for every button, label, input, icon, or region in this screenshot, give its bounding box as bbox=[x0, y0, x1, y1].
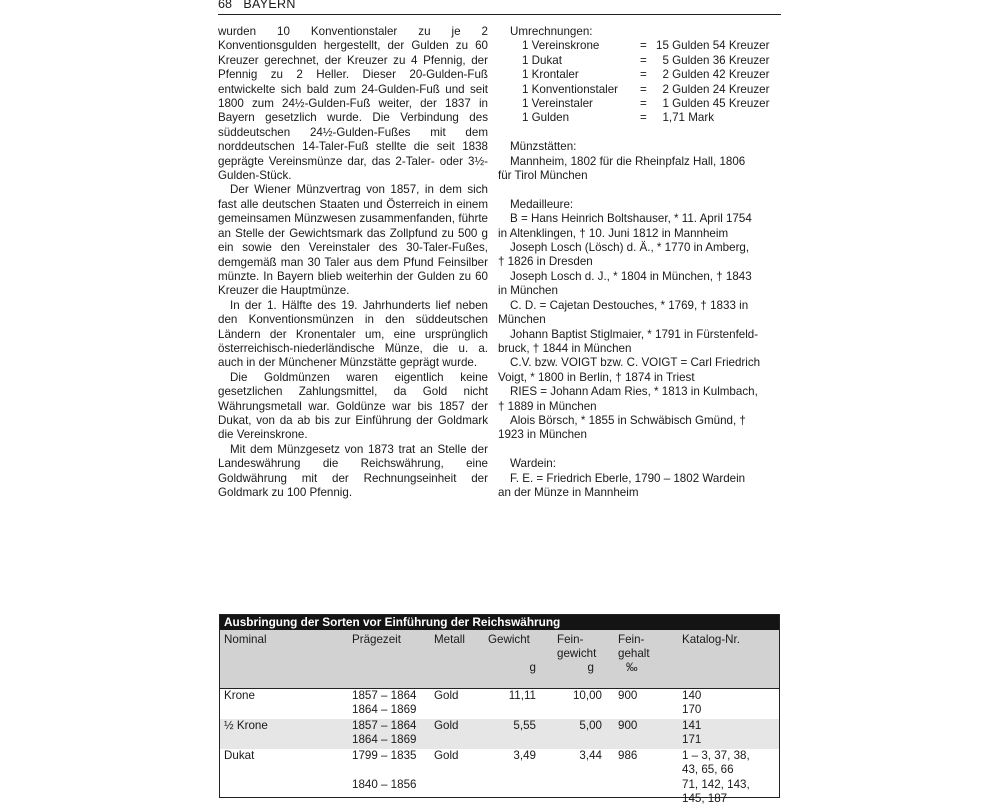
conversion-row bbox=[510, 97, 782, 111]
medailleur-line: Voigt, * 1800 in Berlin, † 1874 in Triest bbox=[498, 370, 695, 384]
conversion-unit: 1 Dukat bbox=[522, 53, 562, 67]
conversion-equals: = bbox=[640, 111, 647, 125]
medailleur-line: B = Hans Heinrich Boltshauser, * 11. April 1754 bbox=[510, 212, 752, 226]
conversion-row bbox=[510, 68, 782, 82]
cell-feingewicht: 5,00 bbox=[579, 719, 602, 732]
mints-line: für Tirol München bbox=[498, 169, 588, 183]
wardein-line: F. E. = Friedrich Eberle, 1790 – 1802 Wardein bbox=[510, 471, 746, 485]
paragraph: Mit dem Münzgesetz von 1873 trat an Stelle der Landeswährung die Reichswährung, eine Goldwährung mit der Rechnungseinheit der Goldmark zu 100 Pfennig. bbox=[218, 442, 488, 499]
conversion-equals: = bbox=[640, 82, 647, 96]
cell-metall: Gold bbox=[434, 689, 459, 702]
conversion-unit: 1 Gulden bbox=[522, 111, 570, 125]
cell-praegezeit: 1799 – 1835 1840 – 1856 bbox=[352, 749, 417, 791]
cell-feingehalt: 900 bbox=[618, 689, 638, 702]
header-feingewicht: Fein- gewicht bbox=[557, 633, 597, 661]
conversions-heading: Umrechnungen: bbox=[510, 25, 593, 38]
cell-praegezeit: 1857 – 1864 1864 – 1869 bbox=[352, 719, 417, 747]
medailleur-line: † 1889 in München bbox=[498, 399, 597, 413]
cell-nominal: Krone bbox=[224, 689, 255, 702]
conversion-unit: 1 Krontaler bbox=[522, 68, 579, 82]
header-metall: Metall bbox=[434, 633, 465, 646]
cell-nominal: Dukat bbox=[224, 749, 255, 762]
paragraph: Die Goldmünzen waren eigentlich keine gesetzlichen Zahlungsmittel, da Gold nicht Währungsmetall war. Goldünze war bis 1857 der Dukat, von da ab bis zur Einführung der Goldmark die Vereinskrone. bbox=[218, 370, 488, 442]
table-row bbox=[220, 749, 779, 809]
cell-feingewicht: 10,00 bbox=[572, 689, 602, 702]
paragraph: In der 1. Hälfte des 19. Jahrhunderts lief neben den Konventionsmünzen in den süddeutschen Ländern der Kronentaler um, eine ursprünglich österreichisch-niederländische Münze, die u. a. auch in der Münchener Münzstätte geprägt wurde. bbox=[218, 298, 488, 370]
conversion-value: 15 Gulden 54 Kreuzer bbox=[656, 39, 770, 53]
cell-feingehalt: 986 bbox=[618, 749, 638, 762]
paragraph: wurden 10 Konventionstaler zu je 2 Konventionsgulden hergestellt, der Gulden zu 60 Kreuzer gerechnet, der Kreuzer zu 4 Pfennig, der Pfennig zu 2 Heller. Dieser 20-Gulden-Fuß entwickelte sich bald zum 24-Gulden-Fuß und seit 1800 zum 24½-Gulden-Fuß weiter, der 1837 in Bayern gesetzlich wurde. Die Verbindung des süddeutschen 24½-Gulden-Fußes mit dem norddeutschen 14-Taler-Fuß stellte die seit 1838 geprägte Vereinsmünze dar, das 2-Taler- oder 3½-Gulden-Stück. bbox=[218, 25, 488, 183]
conversion-value: 1 Gulden 45 Kreuzer bbox=[656, 97, 770, 111]
header-praegezeit: Prägezeit bbox=[352, 633, 401, 646]
conversion-equals: = bbox=[640, 53, 647, 67]
header-feingehalt: Fein- gehalt bbox=[618, 633, 650, 661]
cell-nominal: ½ Krone bbox=[224, 719, 268, 732]
header-katalog: Katalog-Nr. bbox=[682, 633, 740, 646]
cell-gewicht: 5,55 bbox=[513, 719, 536, 732]
header-feingewicht-unit: g bbox=[587, 661, 594, 674]
right-column bbox=[498, 25, 782, 500]
medailleur-line: C. D. = Cajetan Destouches, * 1769, † 1833 in bbox=[510, 298, 749, 312]
medailleur-line: Alois Börsch, * 1855 in Schwäbisch Gmünd, † bbox=[510, 413, 746, 427]
medailleur-line: Joseph Losch (Lösch) d. Ä., * 1770 in Amberg, bbox=[510, 241, 750, 255]
conversion-value: 2 Gulden 42 Kreuzer bbox=[656, 68, 770, 82]
conversion-row bbox=[510, 54, 782, 68]
cell-gewicht: 3,49 bbox=[513, 749, 536, 762]
table-row bbox=[220, 689, 779, 719]
medailleur-line: bruck, † 1844 in München bbox=[498, 341, 632, 355]
conversion-value: 5 Gulden 36 Kreuzer bbox=[656, 53, 770, 67]
page-header bbox=[218, 0, 781, 15]
medailleur-line: München bbox=[498, 313, 546, 327]
cell-feingewicht: 3,44 bbox=[579, 749, 602, 762]
left-column bbox=[218, 25, 488, 500]
conversion-row bbox=[510, 83, 782, 97]
table-row bbox=[220, 719, 779, 749]
medailleur-line: † 1826 in Dresden bbox=[498, 255, 593, 269]
medailleur-line: in Altenklingen, † 10. Juni 1812 in Mannheim bbox=[498, 226, 729, 240]
table-header bbox=[220, 630, 779, 688]
cell-katalog: 141 171 bbox=[682, 719, 702, 747]
conversion-unit: 1 Konventionstaler bbox=[522, 82, 619, 96]
cell-katalog: 1 – 3, 37, 38, 43, 65, 66 71, 142, 143, 145, 187 bbox=[682, 749, 750, 806]
medailleur-line: Johann Baptist Stiglmaier, * 1791 in Fürstenfeld- bbox=[510, 327, 759, 341]
cell-katalog: 140 170 bbox=[682, 689, 702, 717]
header-gewicht-unit: g bbox=[529, 661, 536, 674]
medailleur-line: in München bbox=[498, 284, 558, 298]
conversion-equals: = bbox=[640, 97, 647, 111]
cell-metall: Gold bbox=[434, 719, 459, 732]
medailleur-line: 1923 in München bbox=[498, 428, 587, 442]
page-number: 68 bbox=[218, 0, 232, 11]
cell-gewicht: 11,11 bbox=[508, 689, 536, 702]
conversion-row bbox=[510, 39, 782, 53]
conversion-value: 2 Gulden 24 Kreuzer bbox=[656, 82, 770, 96]
mints-line: Mannheim, 1802 für die Rheinpfalz Hall, 1806 bbox=[510, 154, 746, 168]
table-title: Ausbringung der Sorten vor Einführung der Reichswährung bbox=[220, 615, 779, 630]
wardein-heading: Wardein: bbox=[510, 457, 556, 471]
cell-praegezeit: 1857 – 1864 1864 – 1869 bbox=[352, 689, 417, 717]
coin-table bbox=[219, 614, 780, 806]
cell-metall: Gold bbox=[434, 749, 459, 762]
running-title: BAYERN bbox=[243, 0, 296, 11]
conversion-equals: = bbox=[640, 68, 647, 82]
conversion-row bbox=[510, 111, 782, 125]
mints-heading: Münzstätten: bbox=[510, 140, 577, 154]
wardein-line: an der Münze in Mannheim bbox=[498, 485, 639, 499]
paragraph: Der Wiener Münzvertrag von 1857, in dem sich fast alle deutschen Staaten und Österreich in einem gemeinsamen Münzwesen zusammenfanden, führte an Stelle der Gewichtsmark das Zollpfund zu 500 g ein sowie den Vereinstaler des 30-Taler-Fußes, demgemäß man 30 Taler aus dem Pfund Feinsilber münzte. In Bayern blieb weiterhin der Gulden zu 60 Kreuzer die Hauptmünze. bbox=[218, 183, 488, 298]
header-feingehalt-unit: ‰ bbox=[626, 661, 638, 674]
mints-section bbox=[498, 140, 782, 183]
conversion-value: 1,71 Mark bbox=[656, 111, 714, 125]
conversion-unit: 1 Vereinstaler bbox=[522, 97, 593, 111]
medailleur-line: Joseph Losch d. J., * 1804 in München, † 1843 bbox=[510, 269, 752, 283]
header-gewicht: Gewicht bbox=[488, 633, 530, 646]
wardein-section bbox=[498, 457, 782, 500]
cell-feingehalt: 900 bbox=[618, 719, 638, 732]
medailleure-heading: Medailleure: bbox=[510, 197, 574, 211]
medailleure-section bbox=[498, 197, 782, 443]
conversion-equals: = bbox=[640, 39, 647, 53]
conversions-section bbox=[510, 25, 782, 126]
medailleur-line: RIES = Johann Adam Ries, * 1813 in Kulmbach, bbox=[510, 385, 758, 399]
medailleur-line: C.V. bzw. VOIGT bzw. C. VOIGT = Carl Friedrich bbox=[510, 356, 761, 370]
conversion-unit: 1 Vereinskrone bbox=[522, 39, 600, 53]
header-nominal: Nominal bbox=[224, 633, 267, 646]
